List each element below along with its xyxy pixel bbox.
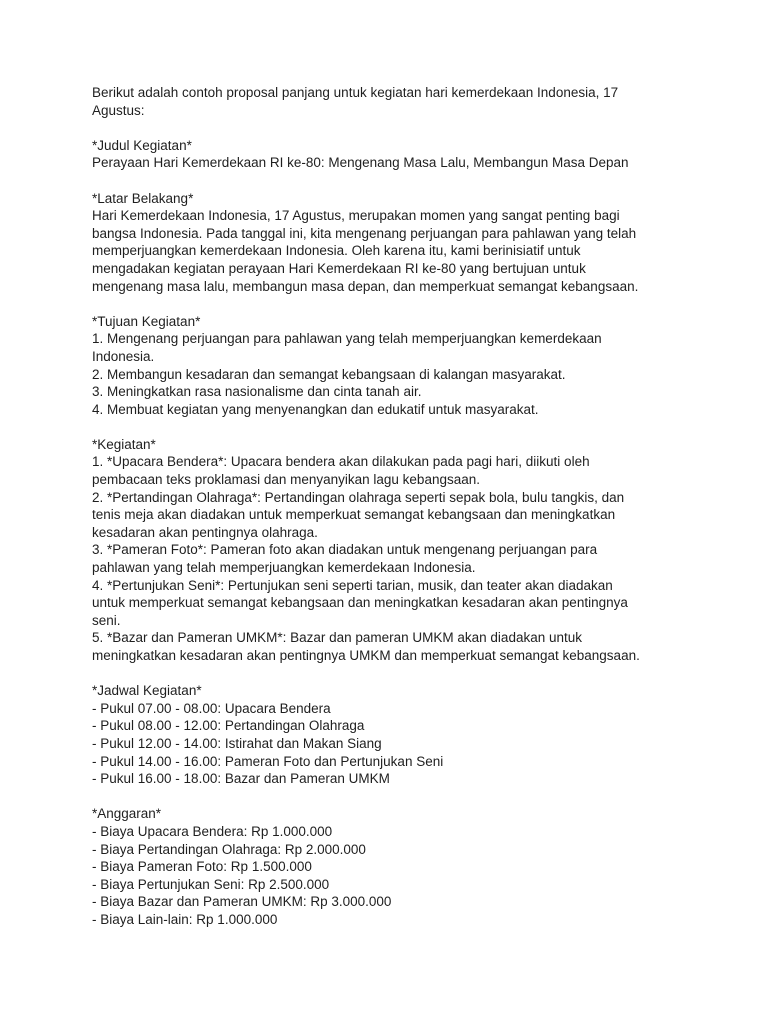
anggaran-line: - Biaya Pameran Foto: Rp 1.500.000	[92, 859, 312, 875]
section-heading-judul: *Judul Kegiatan*	[92, 137, 192, 153]
kegiatan-line: meningkatkan kesadaran akan pentingnya UMKM dan memperkuat semangat kebangsaan.	[92, 648, 640, 663]
kegiatan-line: pembacaan teks proklamasi dan menyanyikan lagu kebangsaan.	[92, 472, 480, 488]
anggaran-line: - Biaya Pertandingan Olahraga: Rp 2.000.000	[92, 841, 366, 857]
section-heading-anggaran: *Anggaran*	[92, 806, 162, 822]
kegiatan-line: 2. *Pertandingan Olahraga*: Pertandingan olahraga seperti sepak bola, bulu tangkis, dan	[92, 489, 625, 505]
jadwal-line: - Pukul 08.00 - 12.00: Pertandingan Olahraga	[92, 718, 365, 734]
intro-line: Berikut adalah contoh proposal panjang untuk kegiatan hari kemerdekaan Indonesia, 17	[92, 85, 619, 100]
judul-line: Perayaan Hari Kemerdekaan RI ke-80: Mengenang Masa Lalu, Membangun Masa Depan	[92, 155, 629, 171]
paragraph-gap	[92, 788, 692, 806]
latar-line: mengenang masa lalu, membangun masa depan, dan memperkuat semangat kebangsaan.	[92, 278, 639, 294]
kegiatan-line: tenis meja akan diadakan untuk memperkuat semangat kebangsaan dan meningkatkan	[92, 507, 616, 523]
tujuan-line: 4. Membuat kegiatan yang menyenangkan dan edukatif untuk masyarakat.	[92, 401, 539, 417]
paragraph-gap	[92, 295, 692, 313]
jadwal-line: - Pukul 12.00 - 14.00: Istirahat dan Makan Siang	[92, 735, 382, 751]
paragraph-gap	[92, 119, 692, 137]
paragraph-gap	[92, 418, 692, 436]
anggaran-line: - Biaya Bazar dan Pameran UMKM: Rp 3.000.000	[92, 894, 392, 910]
anggaran-line: - Biaya Upacara Bendera: Rp 1.000.000	[92, 823, 333, 839]
section-heading-latar: *Latar Belakang*	[92, 190, 194, 206]
jadwal-line: - Pukul 07.00 - 08.00: Upacara Bendera	[92, 700, 331, 716]
latar-line: mengadakan kegiatan perayaan Hari Kemerdekaan RI ke-80 yang bertujuan untuk	[92, 260, 586, 276]
kegiatan-line: kesadaran akan pentingnya olahraga.	[92, 524, 318, 540]
jadwal-line: - Pukul 16.00 - 18.00: Bazar dan Pameran UMKM	[92, 771, 390, 787]
kegiatan-line: untuk memperkuat semangat kebangsaan dan meningkatkan kesadaran akan pentingnya	[92, 595, 628, 611]
tujuan-line: 2. Membangun kesadaran dan semangat kebangsaan di kalangan masyarakat.	[92, 366, 566, 382]
kegiatan-line: 4. *Pertunjukan Seni*: Pertunjukan seni seperti tarian, musik, dan teater akan diadakan	[92, 577, 613, 593]
section-heading-kegiatan: *Kegiatan*	[92, 436, 156, 452]
paragraph-gap	[92, 172, 692, 190]
tujuan-line: 3. Meningkatkan rasa nasionalisme dan cinta tanah air.	[92, 384, 422, 400]
kegiatan-line: 3. *Pameran Foto*: Pameran foto akan diadakan untuk mengenang perjuangan para	[92, 542, 598, 558]
kegiatan-line: pahlawan yang telah memperjuangkan kemerdekaan Indonesia.	[92, 560, 476, 576]
jadwal-line: - Pukul 14.00 - 16.00: Pameran Foto dan Pertunjukan Seni	[92, 753, 444, 769]
latar-line: bangsa Indonesia. Pada tanggal ini, kita mengenang perjuangan para pahlawan yang telah	[92, 225, 637, 241]
tujuan-line: Indonesia.	[92, 348, 155, 364]
kegiatan-line: 5. *Bazar dan Pameran UMKM*: Bazar dan pameran UMKM akan diadakan untuk	[92, 630, 583, 646]
paragraph-gap	[92, 665, 692, 683]
tujuan-line: 1. Mengenang perjuangan para pahlawan yang telah memperjuangkan kemerdekaan	[92, 331, 602, 347]
latar-line: Hari Kemerdekaan Indonesia, 17 Agustus, merupakan momen yang sangat penting bagi	[92, 208, 620, 224]
section-heading-tujuan: *Tujuan Kegiatan*	[92, 313, 201, 329]
section-heading-jadwal: *Jadwal Kegiatan*	[92, 683, 202, 699]
latar-line: memperjuangkan kemerdekaan Indonesia. Oleh karena itu, kami berinisiatif untuk	[92, 243, 581, 259]
kegiatan-line: 1. *Upacara Bendera*: Upacara bendera akan dilakukan pada pagi hari, diikuti oleh	[92, 454, 590, 470]
kegiatan-line: seni.	[92, 612, 121, 628]
document-page	[92, 84, 692, 929]
intro-line: Agustus:	[92, 102, 145, 118]
anggaran-line: - Biaya Pertunjukan Seni: Rp 2.500.000	[92, 876, 330, 892]
anggaran-line: - Biaya Lain-lain: Rp 1.000.000	[92, 911, 278, 927]
